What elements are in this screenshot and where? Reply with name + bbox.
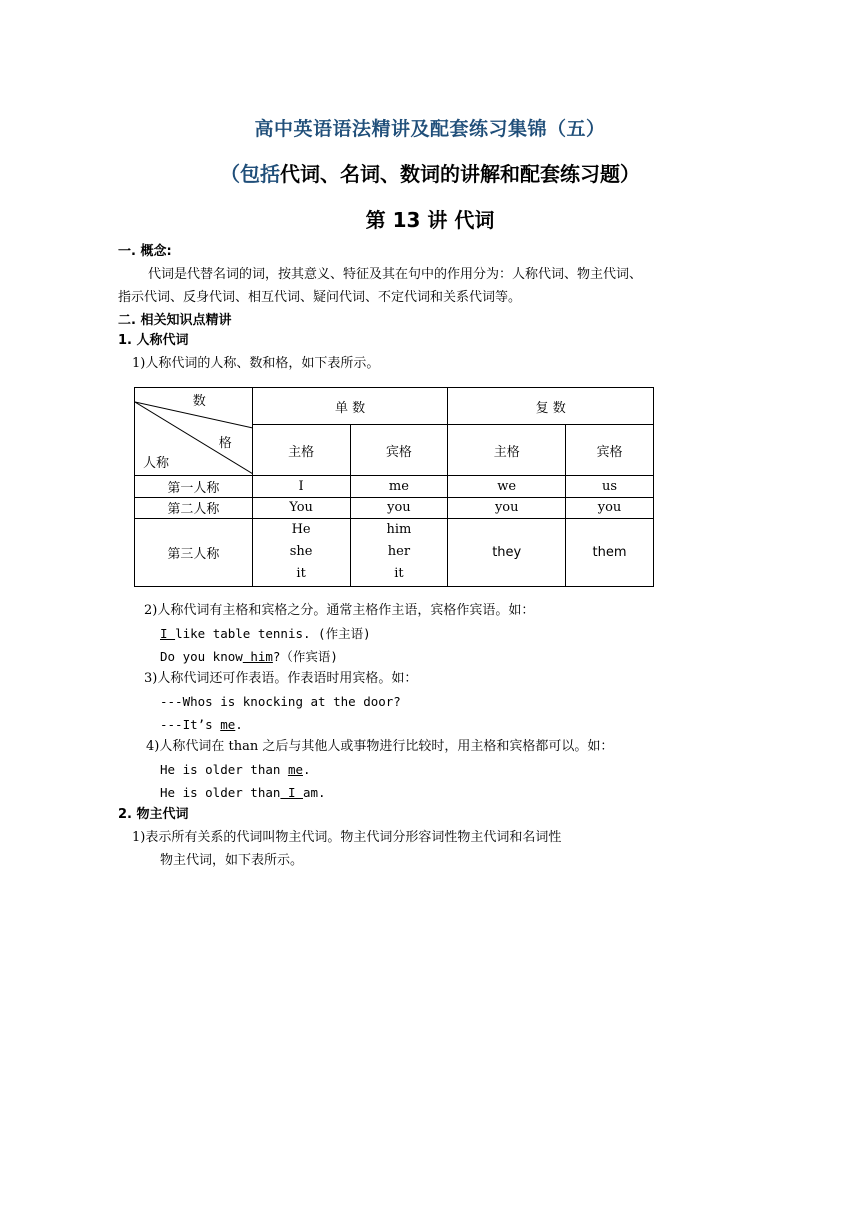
underlined-pronoun: I: [160, 626, 176, 641]
cell-line: him: [386, 522, 412, 538]
doc-title: 高中英语语法精讲及配套练习集锦（五）: [254, 118, 606, 140]
diag-number-label: 数: [192, 394, 206, 409]
row-label-first-person: 第一人称: [135, 476, 253, 497]
example-2: [160, 648, 338, 666]
cell-line: her: [387, 544, 411, 560]
cell-line: it: [394, 566, 404, 582]
point5-line2: 物主代词，如下表所示。: [160, 853, 304, 868]
underlined-pronoun: me: [287, 762, 303, 777]
table-cell: [350, 518, 448, 586]
row-label-second-person: 第二人称: [135, 497, 253, 518]
example-text: am.: [303, 785, 326, 800]
plural-nominative-header: 主格: [448, 425, 566, 476]
subsection2-heading: 2. 物主代词: [118, 807, 189, 822]
underlined-pronoun: I: [280, 785, 303, 800]
example-text: ?（作宾语): [272, 649, 338, 664]
example-6: [160, 784, 326, 802]
point5-line1: 1)表示所有关系的代词叫物主代词。物主代词分形容词性物主代词和名词性: [132, 830, 562, 845]
table-cell: you: [350, 497, 448, 518]
singular-header: 单 数: [252, 388, 448, 425]
point2-text: 2)人称代词有主格和宾格之分。通常主格作主语，宾格作宾语。如：: [144, 603, 535, 618]
table-cell: [252, 518, 350, 586]
pronoun-table: [134, 387, 654, 587]
example-1: [160, 625, 371, 643]
table-cell: you: [448, 497, 566, 518]
lecture-title: 第 13 讲 代词: [365, 208, 495, 232]
subtitle-rest: 代词、名词、数词的讲解和配套练习题）: [280, 162, 640, 186]
example-text: .: [235, 717, 243, 732]
example-text: .: [303, 762, 311, 777]
section1-para-line1: 代词是代替名词的词，按其意义、特征及其在句中的作用分为：人称代词、物主代词、: [148, 267, 643, 282]
row-label-third-person: 第三人称: [135, 518, 253, 586]
cell-line: she: [289, 544, 313, 560]
table-cell: me: [350, 476, 448, 497]
singular-objective-header: 宾格: [350, 425, 448, 476]
diag-person-label: 人称: [143, 456, 170, 472]
singular-nominative-header: 主格: [252, 425, 350, 476]
example-text: He is older than: [160, 785, 281, 800]
table-cell: we: [448, 476, 566, 497]
section1-heading: 一. 概念:: [118, 244, 172, 259]
point3-text: 3)人称代词还可作表语。作表语时用宾格。如：: [144, 671, 418, 686]
example-text: He is older than: [160, 762, 288, 777]
plural-header: 复 数: [448, 388, 654, 425]
table-cell: they: [448, 518, 566, 586]
section1-para-line2: 指示代词、反身代词、相互代词、疑问代词、不定代词和关系代词等。: [118, 290, 522, 305]
point4-text: 4)人称代词在 than 之后与其他人或事物进行比较时，用主格和宾格都可以。如：: [146, 739, 614, 754]
example-text: ---It’s: [160, 717, 221, 732]
underlined-pronoun: him: [242, 649, 273, 664]
table-cell: you: [566, 497, 654, 518]
table-cell: us: [566, 476, 654, 497]
section2-heading: 二. 相关知识点精讲: [118, 313, 232, 328]
diag-case-label: 格: [218, 436, 232, 451]
diagonal-header-cell: [135, 388, 253, 476]
doc-subtitle: [0, 158, 860, 187]
plural-objective-header: 宾格: [566, 425, 654, 476]
cell-line: He: [291, 522, 311, 538]
table-cell: You: [252, 497, 350, 518]
subtitle-prefix: （包括: [220, 162, 280, 186]
table-cell: them: [566, 518, 654, 586]
example-text: Do you know: [160, 649, 243, 664]
example-text: like table tennis. (作主语): [175, 626, 371, 641]
example-3: ---Whos is knocking at the door?: [160, 694, 401, 709]
example-4: [160, 716, 243, 734]
underlined-pronoun: me: [220, 717, 236, 732]
subsection1-heading: 1. 人称代词: [118, 333, 189, 348]
point1-text: 1)人称代词的人称、数和格，如下表所示。: [132, 356, 380, 371]
cell-line: it: [296, 566, 306, 582]
table-cell: I: [252, 476, 350, 497]
example-5: [160, 761, 311, 779]
